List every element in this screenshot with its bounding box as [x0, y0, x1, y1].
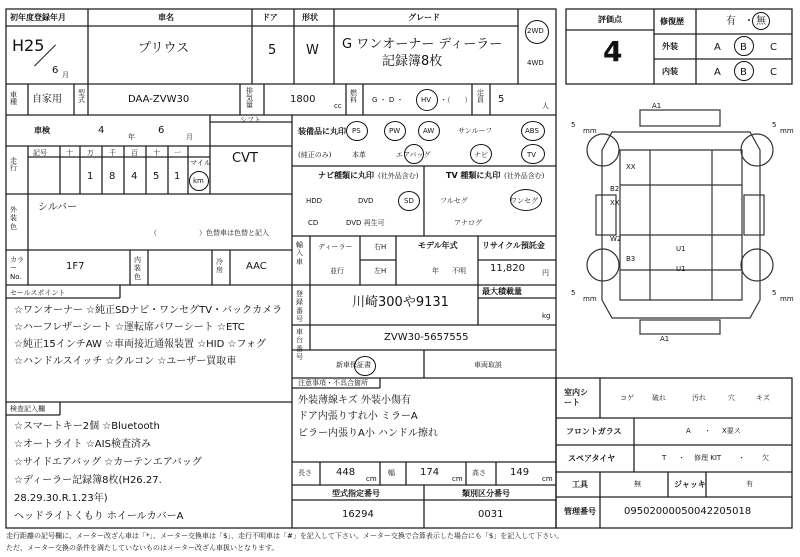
- tv-fullseg: フルセグ: [440, 197, 468, 205]
- length-label: 長さ: [298, 469, 312, 477]
- digit-label-2: 万: [87, 149, 94, 157]
- color-note: （ ）色替車は色替と記入: [150, 229, 269, 237]
- kg-unit: kg: [542, 312, 551, 320]
- inspection-line-3: ☆ディーラー記録簿8枚(H26.27.: [14, 475, 162, 486]
- spare-t: T: [662, 454, 667, 462]
- windshield-sep: ・: [704, 427, 711, 435]
- yen-unit: 円: [542, 269, 549, 277]
- model-label: 型式: [78, 89, 85, 104]
- tv-sub: (社外品含む): [504, 172, 545, 180]
- digit-label-4: 百: [131, 149, 138, 157]
- length-value: 448: [336, 467, 356, 478]
- first-reg-year: H25: [12, 36, 45, 55]
- equipment-pw: PW: [389, 127, 401, 135]
- displacement: 1800: [290, 94, 316, 105]
- spare-kit: 修理 KIT: [694, 454, 722, 462]
- mileage-digit-0: 1: [87, 171, 94, 182]
- navi-dvd-play: DVD 再生可: [346, 219, 385, 227]
- equipment-label: 装備品に丸印: [298, 127, 346, 136]
- chassis-value: ZVW30-5657555: [384, 332, 469, 343]
- navi-label: ナビ種類に丸印: [318, 171, 374, 180]
- digit-label-3: 千: [109, 149, 116, 157]
- fuel-selected: HV: [421, 96, 432, 104]
- mileage-digit-1: 8: [109, 171, 116, 182]
- mgmt-label: 管理番号: [564, 507, 596, 516]
- drive-2wd: 2WD: [527, 27, 544, 35]
- shift: CVT: [232, 151, 258, 166]
- tv-label: TV 種類に丸印: [446, 171, 501, 180]
- model-year-unit: 年: [432, 267, 439, 275]
- seat-item-0: コゲ: [620, 394, 634, 402]
- equipment-aw: AW: [423, 127, 435, 135]
- spare-sep-2: ・: [738, 454, 745, 462]
- score-value: 4: [603, 35, 623, 68]
- equipment-ps: PS: [352, 127, 361, 135]
- seat-item-2: 汚れ: [692, 394, 706, 402]
- color-value: シルバー: [38, 202, 78, 213]
- digit-label-6: 一: [174, 149, 181, 157]
- notes-line-0: 外装薄線キズ 外装小傷有: [298, 395, 411, 406]
- inspection-line-4: 28.29.30.R.1.23年): [14, 493, 108, 504]
- recycle-value: 11,820: [490, 263, 525, 274]
- interior-grade-b: B: [740, 67, 747, 78]
- seat-item-1: 破れ: [652, 394, 666, 402]
- shift-label: シフト: [240, 116, 261, 124]
- inspection-line-1: ☆オートライト ☆AIS検査済み: [14, 439, 151, 450]
- aircon-label: 冷房: [216, 258, 223, 275]
- mile-label: マイル: [190, 159, 211, 167]
- tire-fr-mark: 5: [772, 121, 777, 129]
- footer-line2: ただ、メーター交換の条件を満たしていないものはメーター改ざん車扱いとなります。: [6, 544, 279, 552]
- capacity-label: 定員: [477, 89, 484, 104]
- seat-item-4: キズ: [756, 394, 770, 402]
- tv-oneseg: ワンセグ: [510, 197, 538, 205]
- chassis-label: 車台番号: [296, 328, 303, 362]
- repair-label: 修復歴: [660, 17, 684, 26]
- import-right: 右H: [374, 243, 387, 251]
- mileage-digit-3: 5: [153, 171, 160, 182]
- doors: 5: [268, 43, 277, 58]
- recycle-label: リサイクル預託金: [482, 241, 545, 250]
- fuel-options: G ・ D ・: [372, 96, 404, 104]
- digit-label-5: 十: [153, 149, 160, 157]
- grade-line2: 記録簿8枚: [382, 54, 443, 69]
- notes-line-2: ピラー内張りA小 ハンドル擦れ: [298, 428, 439, 439]
- displacement-label: 排気量: [246, 87, 253, 109]
- tire-fl-unit: mm: [583, 127, 597, 135]
- windshield-label: フロントガラス: [566, 427, 622, 436]
- windshield-a: A: [686, 427, 691, 435]
- tv-analog: アナログ: [454, 219, 482, 227]
- sales-points-label: セールスポイント: [10, 289, 66, 297]
- navi-cd: CD: [308, 219, 319, 227]
- tools-label: 工具: [572, 480, 588, 489]
- sales-line-0: ☆ワンオーナー ☆純正SDナビ・ワンセグTV・バックカメラ: [14, 305, 283, 316]
- max-load-label: 最大積載量: [482, 287, 522, 296]
- sales-line-2: ☆純正15インチAW ☆車両接近通報装置 ☆HID ☆フォグ: [14, 339, 266, 350]
- interior-grade-c: C: [770, 67, 777, 78]
- mileage-digit-2: 4: [131, 171, 138, 182]
- width-unit: cm: [452, 475, 463, 483]
- notes-line-1: ドア内張りすれ小 ミラーA: [298, 411, 418, 422]
- manual: 車両取説: [474, 361, 502, 369]
- shape-label: 形状: [302, 13, 318, 22]
- color-label: 外装色: [10, 206, 17, 231]
- tire-fl-mark: 5: [571, 121, 576, 129]
- equipment-leather: 本革: [352, 151, 366, 159]
- spare-sep-1: ・: [678, 454, 685, 462]
- capacity: 5: [498, 94, 505, 105]
- import-parallel: 並行: [330, 267, 344, 275]
- person-unit: 人: [542, 102, 549, 110]
- navi-hdd: HDD: [306, 197, 323, 205]
- cc-unit: cc: [334, 102, 342, 110]
- usage: 自家用: [32, 94, 62, 105]
- exterior-grade-c: C: [770, 42, 777, 53]
- inspection-month-unit: 月: [186, 133, 193, 141]
- km-label: km: [193, 177, 204, 185]
- height-value: 149: [510, 467, 530, 478]
- repair-yes: 有: [726, 16, 736, 27]
- digit-label-0: 記号: [33, 149, 47, 157]
- shape: W: [306, 43, 319, 58]
- spare-missing: 欠: [762, 454, 769, 462]
- inspection-line-0: ☆スマートキー2個 ☆Bluetooth: [14, 421, 160, 432]
- first-reg-month: 6: [52, 65, 59, 76]
- equipment-sunroof: サンルーフ: [458, 127, 493, 135]
- diagram-mark-u1-a: U1: [676, 245, 686, 253]
- class-no-label: 類別区分番号: [462, 489, 510, 498]
- door-label: ドア: [262, 13, 278, 22]
- width-value: 174: [420, 467, 440, 478]
- equipment-navi: ナビ: [474, 151, 488, 159]
- type-no-label: 型式指定番号: [332, 489, 380, 498]
- length-unit: cm: [366, 475, 377, 483]
- import-left: 左H: [374, 267, 387, 275]
- import-dealer: ディーラー: [318, 243, 353, 251]
- usage-label: 車種: [10, 91, 17, 106]
- diagram-mark-b3: B3: [626, 255, 636, 263]
- model-year-unknown: 不明: [452, 267, 466, 275]
- registration-label: 登録番号: [296, 290, 303, 324]
- grade-line1: G ワンオーナー ディーラー: [342, 37, 503, 52]
- drive-4wd: 4WD: [527, 59, 544, 67]
- equipment-airbag: エアバッグ: [396, 151, 431, 159]
- diagram-mark-a1-bottom: A1: [660, 335, 670, 343]
- inspection-year: 4: [98, 125, 105, 136]
- mgmt-no: 09502000050042205018: [624, 506, 752, 517]
- mileage-label: 走行: [10, 157, 17, 172]
- inspection-month: 6: [158, 125, 165, 136]
- sales-line-3: ☆ハンドルスイッチ ☆クルコン ☆ユーザー買取車: [14, 356, 237, 367]
- import-label: 輸入車: [296, 241, 303, 266]
- diagram-mark-u1-b: U1: [676, 265, 686, 273]
- inspection-notes-label: 検査記入欄: [10, 405, 45, 413]
- type-no: 16294: [342, 509, 374, 520]
- registration-value: 川崎300や9131: [352, 295, 449, 310]
- inspection-label: 車検: [34, 126, 50, 135]
- diagram-mark-w2: W2: [610, 235, 622, 243]
- fuel-label: 燃料: [350, 89, 357, 104]
- inspection-year-unit: 年: [128, 133, 135, 141]
- exterior-grade-b: B: [740, 42, 747, 53]
- exterior-label: 外装: [662, 42, 678, 51]
- score-label: 評価点: [598, 15, 622, 24]
- footer-line1: 走行距離の記号欄に、メーター改ざん車は「*」、メーター交換車は「$」、走行不明車は「#」を記入して下さい。メーター交換で合算表示した場合にも「$」を記入して下さい。: [6, 532, 564, 540]
- car-diagram: [587, 110, 773, 334]
- windshield-x: X要ス: [722, 427, 741, 435]
- equipment-tv: TV: [527, 151, 537, 159]
- tire-rl-unit: mm: [583, 295, 597, 303]
- tire-rr-mark: 5: [772, 289, 777, 297]
- color-code-label: カラーNo.: [10, 256, 24, 281]
- equipment-sub: (純正のみ): [298, 151, 332, 159]
- aircon: AAC: [246, 261, 267, 272]
- interior-grade-a: A: [714, 67, 721, 78]
- model: DAA-ZVW30: [128, 94, 190, 105]
- inspection-line-5: ヘッドライトくもり ホイールカバーA: [14, 511, 184, 522]
- class-no: 0031: [478, 509, 504, 520]
- digit-label-1: 十: [66, 149, 73, 157]
- repair-no: 無: [756, 16, 766, 27]
- inspection-line-2: ☆サイドエアバッグ ☆カーテンエアバッグ: [14, 457, 202, 468]
- mileage-digit-4: 1: [174, 171, 181, 182]
- height-label: 高さ: [472, 469, 486, 477]
- equipment-abs: ABS: [525, 127, 539, 135]
- seat-item-3: 穴: [728, 394, 735, 402]
- warranty: 新車保証書: [336, 361, 371, 369]
- width-label: 幅: [388, 469, 395, 477]
- diagram-mark-a1-top: A1: [652, 102, 662, 110]
- exterior-grade-a: A: [714, 42, 721, 53]
- first-reg-label: 初年度登録年月: [10, 13, 66, 22]
- repair-sep: ・: [744, 16, 754, 27]
- height-unit: cm: [542, 475, 553, 483]
- jack-value: 有: [746, 480, 753, 488]
- car-name: プリウス: [138, 41, 190, 56]
- interior-color-label: 内装色: [134, 256, 141, 281]
- interior-label: 内装: [662, 67, 678, 76]
- grade-label: グレード: [408, 13, 440, 22]
- seat-label: 室内シート: [564, 388, 588, 408]
- tire-rl-mark: 5: [571, 289, 576, 297]
- jack-label: ジャッキ: [674, 480, 706, 489]
- car-name-label: 車名: [158, 13, 174, 22]
- tools-value: 無: [634, 480, 641, 488]
- navi-sd: SD: [404, 197, 414, 205]
- color-code: 1F7: [66, 261, 85, 272]
- navi-dvd: DVD: [358, 197, 374, 205]
- model-year-label: モデル年式: [418, 241, 458, 250]
- tire-rr-unit: mm: [780, 295, 794, 303]
- first-reg-month-unit: 月: [62, 71, 69, 79]
- diagram-mark-xx-1: XX: [626, 163, 636, 171]
- diagram-mark-xx-2: XX: [610, 199, 620, 207]
- diagram-mark-b2: B2: [610, 185, 620, 193]
- notes-label: 注意事項・不具合箇所: [298, 379, 368, 387]
- sales-line-1: ☆ハーフレザーシート ☆運転席パワーシート ☆ETC: [14, 322, 245, 333]
- tire-fr-unit: mm: [780, 127, 794, 135]
- spare-label: スペアタイヤ: [568, 454, 616, 463]
- navi-sub: (社外品含む): [378, 172, 419, 180]
- fuel-other: ・（ ）: [440, 96, 472, 104]
